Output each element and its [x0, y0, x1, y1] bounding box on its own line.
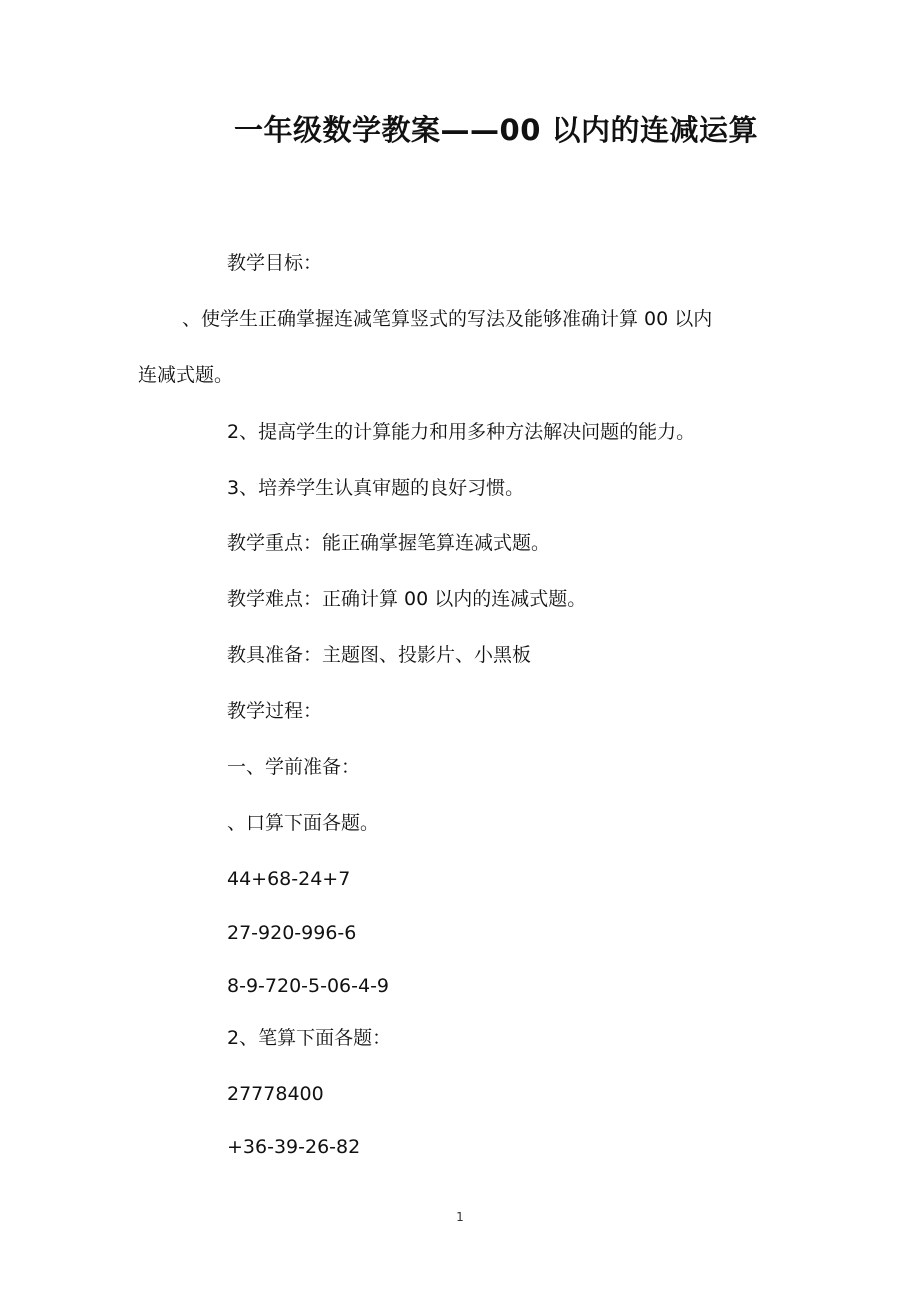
paragraph-expression-5: +36-39-26-82: [227, 1136, 361, 1158]
paragraph-goal-2: 2、提高学生的计算能力和用多种方法解决问题的能力。: [227, 421, 696, 443]
paragraph-goal-3: 3、培养学生认真审题的良好习惯。: [227, 477, 525, 499]
paragraph-written-calc: 2、笔算下面各题：: [227, 1027, 392, 1049]
paragraph-expression-4: 27778400: [227, 1083, 324, 1105]
paragraph-expression-3: 8-9-720-5-06-4-9: [227, 975, 390, 997]
paragraph-expression-1: 44+68-24+7: [227, 868, 351, 890]
paragraph-key-point: 教学重点：能正确掌握笔算连减式题。: [227, 532, 551, 554]
paragraph-expression-2: 27-920-996-6: [227, 922, 357, 944]
paragraph-teaching-goals: 教学目标：: [227, 252, 323, 274]
paragraph-difficulty: 教学难点：正确计算 00 以内的连减式题。: [227, 588, 587, 610]
paragraph-goal-1: 、使学生正确掌握连减笔算竖式的写法及能够准确计算 00 以内: [182, 308, 713, 330]
paragraph-goal-1-continued: 连减式题。: [138, 364, 234, 386]
paragraph-section-1: 一、学前准备：: [227, 756, 361, 778]
paragraph-materials: 教具准备：主题图、投影片、小黑板: [227, 644, 532, 666]
paragraph-process: 教学过程：: [227, 700, 323, 722]
paragraph-oral-calc: 、口算下面各题。: [227, 812, 380, 834]
page-number: 1: [456, 1210, 464, 1224]
document-title: 一年级数学教案——00 以内的连减运算: [234, 113, 758, 147]
